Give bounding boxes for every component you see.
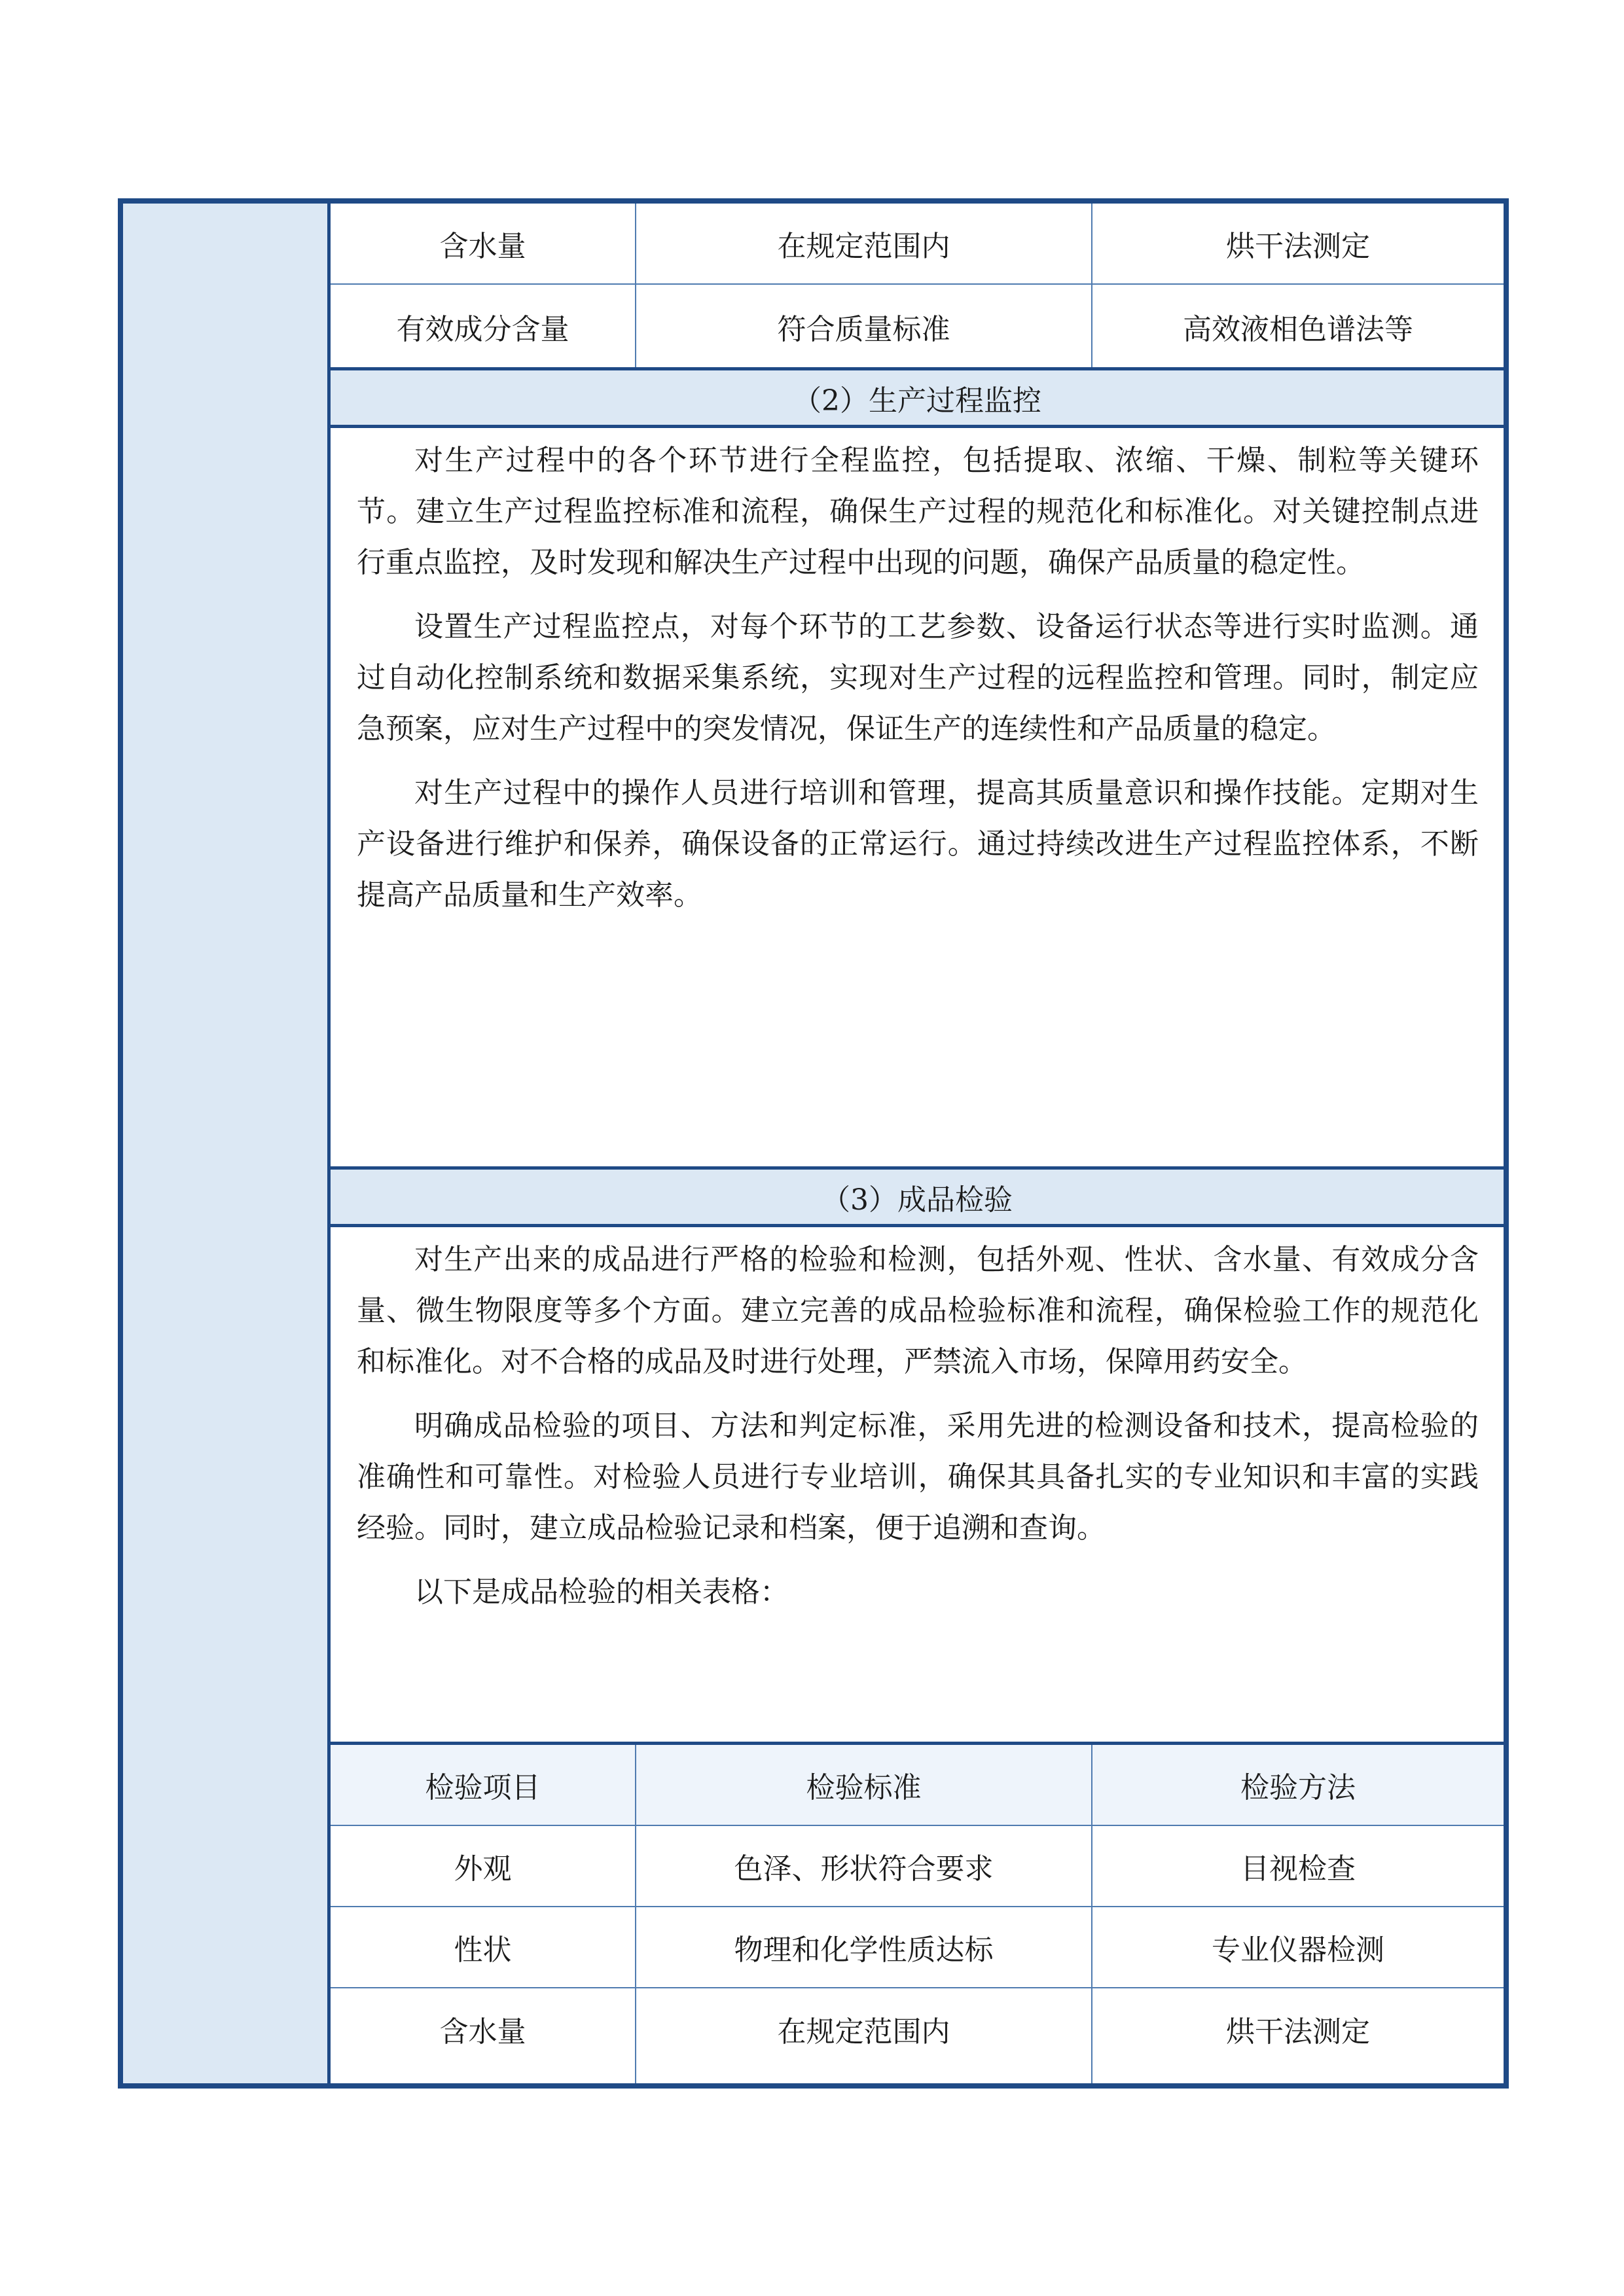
paragraph: 对生产出来的成品进行严格的检验和检测，包括外观、性状、含水量、有效成分含量、微生物限度等多个方面。建立完善的成品检验标准和流程，确保检验工作的规范化和标准化。对不合格的成品及时进行处理，严禁流入市场，保障用药安全。 — [357, 1243, 1479, 1378]
table-cell: 有效成分含量 — [331, 285, 636, 368]
table-cell: 在规定范围内 — [636, 204, 1092, 283]
table-cell: 外观 — [331, 1826, 636, 1906]
section-body-process-monitoring — [331, 435, 1504, 934]
table-cell: 含水量 — [331, 1988, 636, 2083]
section-heading-process-monitoring: （2）生产过程监控 — [331, 367, 1504, 428]
table-cell: 目视检查 — [1240, 1852, 1356, 1886]
paragraph: 明确成品检验的项目、方法和判定标准，采用先进的检测设备和技术，提高检验的准确性和可靠性。对检验人员进行专业培训，确保其具备扎实的专业知识和丰富的实践经验。同时，建立成品检验记录和档案，便于追溯和查询。 — [357, 1409, 1479, 1545]
table-cell: 符合质量标准 — [636, 285, 1092, 368]
table-cell: 烘干法测定 — [1226, 2015, 1370, 2049]
table-row — [331, 1907, 1504, 1988]
table-cell: 专业仪器检测 — [1212, 1933, 1384, 1967]
table-header-row — [331, 1745, 1504, 1826]
column-header: 检验标准 — [636, 1745, 1092, 1825]
paragraph: 以下是成品检验的相关表格： — [414, 1575, 789, 1609]
paragraph: 对生产过程中的各个环节进行全程监控，包括提取、浓缩、干燥、制粒等关键环节。建立生产过程监控标准和流程，确保生产过程的规范化和标准化。对关键控制点进行重点监控，及时发现和解决生产过程中出现的问题，确保产品质量的稳定性。 — [357, 444, 1479, 579]
table-cell: 含水量 — [331, 204, 636, 283]
table-cell: 高效液相色谱法等 — [1183, 313, 1413, 346]
sidebar-column — [123, 204, 331, 2083]
table-cell: 烘干法测定 — [1226, 230, 1370, 263]
section-body-product-inspection — [331, 1234, 1504, 1631]
column-header: 检验方法 — [1240, 1771, 1356, 1804]
paragraph: 设置生产过程监控点，对每个环节的工艺参数、设备运行状态等进行实时监测。通过自动化控制系统和数据采集系统，实现对生产过程的远程监控和管理。同时，制定应急预案，应对生产过程中的突发情况，保证生产的连续性和产品质量的稳定。 — [357, 610, 1479, 745]
table-row — [331, 1826, 1504, 1907]
table-cell: 性状 — [331, 1907, 636, 1987]
table-row — [331, 285, 1504, 368]
paragraph: 对生产过程中的操作人员进行培训和管理，提高其质量意识和操作技能。定期对生产设备进行维护和保养，确保设备的正常运行。通过持续改进生产过程监控体系，不断提高产品质量和生产效率。 — [357, 776, 1479, 912]
page-frame — [118, 198, 1509, 2089]
table-row — [331, 1988, 1504, 2083]
section-heading-product-inspection: （3）成品检验 — [331, 1166, 1504, 1227]
table-cell: 在规定范围内 — [636, 1988, 1092, 2083]
column-header: 检验项目 — [331, 1745, 636, 1825]
table-row — [331, 204, 1504, 285]
table-cell: 物理和化学性质达标 — [636, 1907, 1092, 1987]
content-column — [331, 204, 1504, 2083]
table-cell: 色泽、形状符合要求 — [636, 1826, 1092, 1906]
